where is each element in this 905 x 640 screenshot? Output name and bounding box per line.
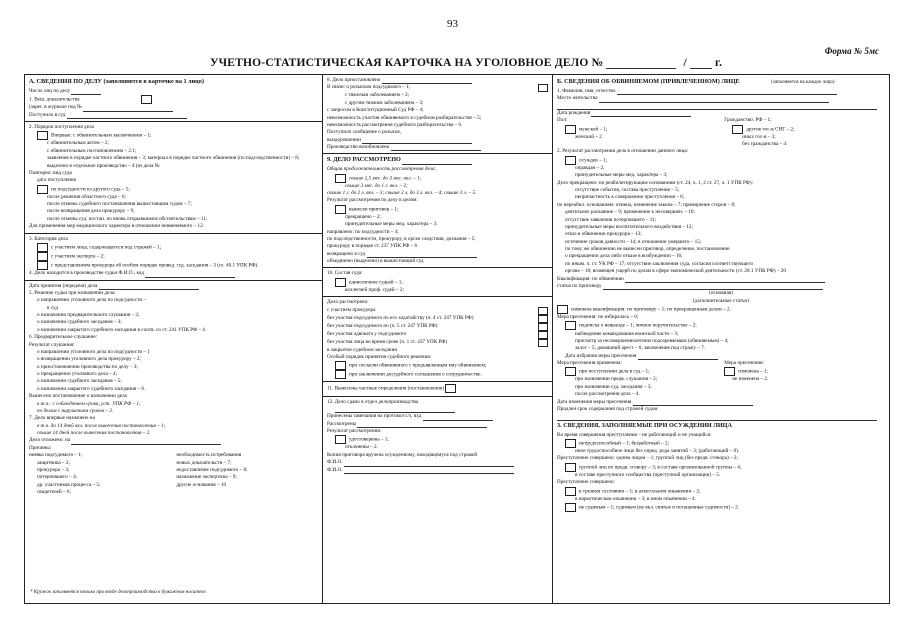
page-number: 93 [447,18,458,30]
repeat-option: после отмены суд. постан. по вновь открывшимся обстоятельствам – 11; [47,215,208,222]
line-text: статья по приговору [557,282,602,289]
case-number-field[interactable] [606,63,676,69]
category-checkbox[interactable] [37,261,48,270]
line-text: без участия подсудимого по (ч. 5 ст. 247 УПК РФ) [327,322,438,329]
outcome-option [557,156,885,165]
article-main-note: (основная) [709,290,733,297]
line-text: выздоровлении [327,136,361,143]
restraint-option: присмотр за несовершеннолетним подозреваемым (обвиняемым) – 4; [575,337,729,344]
merged-line: объединено (выделено) в вышестоящий суд [327,258,424,265]
prelim-option: о назначении закрытого судебного заседания – 6. [37,385,146,392]
reason-item: другие основания – 10 [176,481,227,488]
outcome-option: принудительные меры мед. характера – 3; [575,172,668,179]
category-option [29,261,318,270]
prelim-option: о направлении уголовного дела по подсудности – 1 [37,348,150,355]
crime-group-checkbox[interactable] [565,463,576,472]
outcome-option: деятельное раскаяние – 9; применение к несовершен. – 10; [565,209,695,216]
repeat-option: после возвращения дела прокурору – 9; [47,208,135,215]
change-date-line [557,399,885,406]
review-checkbox[interactable] [335,435,346,444]
order-issued-line: Вынесено постановление о назначении дела [29,393,127,400]
citizenship-option: без гражданства – 4. [742,141,788,148]
line-text: нетрудоспособный – 1; безработный – 2; [579,440,670,447]
line-text: с участием эксперта – 2; [51,253,105,260]
suspend-checkbox[interactable] [538,84,548,92]
repeat-line: Повторно: вид суда [29,169,72,176]
reason-item: необходимость истребования [176,452,242,459]
sex-citizenship-block [557,117,885,148]
applied-checkbox[interactable] [565,367,576,376]
suspend-reason: с запросом в Конституционный Суд РФ – 4; [327,107,424,114]
line-text: не судимым – 1; судимым (не вкл. снятые и погашенные судимости) – 2. [579,504,740,511]
review-option: отклонены – 2. [345,444,378,451]
section-3-heading: 3. СВЕДЕНИЯ, ЗАПОЛНЯЕМЫЕ ПРИ ОСУЖДЕНИИ ЛИЦА [557,421,732,429]
applied-heading: Мера пресечения применена: [557,360,622,367]
term-option: в т.ч.: с соблюдением срока, уст. УПК РФ – 1; [37,400,141,407]
outcome-option: принудительные меры воспитательного воздействия – 12; [565,223,693,230]
composition-option: коллегией проф. судей – 2; [345,286,404,293]
outcome-option: органа – 18; возмещен ущерб по делам в сфере экономической деятельности (ст. 28.1 УПК РФ) – 20 [565,268,786,275]
prelim-heading: 6. Предварительное слушание: [29,334,98,341]
state-option [557,487,885,496]
considered-date-field[interactable] [402,159,472,165]
order-heading: 2. Порядок поступления дела [29,123,94,130]
remarks-line [327,413,548,420]
archive-line [327,399,548,406]
prelim-result-heading: Результат слушания: [29,341,75,348]
line-text: Б. СВЕДЕНИЯ ОБ ОБВИНЯЕМОМ (ПРИВЛЕЧЕННОМ) ЛИЦЕ [557,78,740,85]
outcome-option: о прекращении дела либо отказе в возбуждении – 16; [565,253,683,260]
outcome-option: по нереабил. основаниям: отмена, изменение закона – 7; примирение сторон – 8; [557,201,736,208]
line-text: без участия подсудимого по его ходатайству (ч. 4 ст. 247 УПК РФ) [327,314,474,321]
line-text: с представлением прокурора об особом порядке провед. суд. заседания – 3 (гл. 40.1 УПК РФ). [51,262,259,269]
line-text: 1. Фамилия, имя, отчество [557,87,616,94]
decision-option: в суд [47,304,58,311]
result-option: принудительные меры мед. характера – 3; [345,221,438,228]
considered-option [327,315,548,323]
sex-option [557,125,718,134]
line-text: возвращено в суд [327,250,366,257]
restraint-heading: Мера пресечения: не избиралась – 0; [557,314,639,321]
postponed-line [29,437,318,444]
record-checkbox[interactable] [565,503,576,512]
prelim-option: о возвращении уголовного дела прокурору – 2; [37,356,141,363]
line-text: Квалификация: по обвинению [557,275,624,282]
order-option: заявление в порядке частного обвинения – 3; материал в порядке частного обвинения (по подследственности) – 8; [47,155,300,162]
special-order-option [327,361,548,370]
considered-option [327,339,548,347]
line-text: Дело отложено: на [29,437,71,444]
restraint-option: наблюдение командования воинской части – 3; [575,330,679,337]
repeat-checkbox[interactable] [37,185,48,194]
line-text: Впервые: с обвинительным заключением – 1; [51,133,152,140]
line-text: изменена – 1; [738,369,768,376]
employment-checkbox[interactable] [565,439,576,448]
result-option: по подследственности, прокурору, в орган следствия, дознания – 5; [327,235,476,242]
resumed-date-field[interactable] [391,145,481,151]
line-text: по подсудности из другого суда – 5; [51,186,130,193]
employment-heading: Во время совершения преступления – не работающий и не учащийся: [557,431,712,438]
line-text: Гражданство: [724,117,755,124]
line-text: свыше 1,5 мес. до 3 мес. вкл. – 1; [349,175,422,182]
considered-option [327,307,548,315]
restraint-option [557,321,885,330]
prelim-option: о приостановлении производства по делу – 3; [37,363,138,370]
outcome-checkbox[interactable] [565,156,576,165]
reason-item: свидетелей – 6; [37,489,71,496]
document-title: УЧЕТНО-СТАТИСТИЧЕСКАЯ КАРТОЧКА НА УГОЛОВНОЕ ДЕЛО № / г. [210,57,723,69]
suspended-line [327,77,548,84]
section-9-heading [327,156,548,165]
address-line-2 [557,103,885,110]
employment-option: иное трудоспособное лицо без опред. рода занятий – 3; (работающий – 0). [575,447,740,454]
applied-option: после рассмотрения дела – 4. [575,391,640,398]
considered-checkbox[interactable] [538,331,548,339]
considered-checkbox[interactable] [538,323,548,331]
suspend-reason: с другим тяжким заболеванием – 3; [345,99,424,106]
line-text: В связи: о розыском подсудимого – 1; [327,84,411,91]
reason-item: неявка подсудимого – 1; [29,452,83,459]
duration-option [327,174,548,183]
category-option [29,252,318,261]
outcome-option: отсутствие события, состава преступления – 5; [575,187,680,194]
line-text: при заключении досудебного соглашения о сотрудничестве. [349,372,482,379]
article-line [557,283,885,290]
line-text: при согласии обвиняемого с предъявленным ему обвинением; [349,363,487,370]
citizenship-option: иных гос-в – 3; [742,133,776,140]
reason-item: потерпевшего – 4; [37,474,78,481]
changed-heading: Мера пресечения: [724,360,764,367]
suspend-reason [327,84,548,92]
journal-field[interactable] [83,106,173,112]
line-text: с участием лица, содержащегося под стражей – 1; [51,244,162,251]
line-text: Ф.И.О. [327,459,343,466]
fio-field[interactable] [344,468,514,474]
requalification-checkbox[interactable] [557,305,568,314]
fio-line [327,467,548,474]
name-line [557,88,885,95]
repeat-date-line: дата поступления [37,177,76,184]
section-b-heading [557,78,885,87]
line-text: изменена квалификация: по приговору – 1; по прекращенным делам – 2. [571,306,731,313]
column-accused [553,75,889,603]
outcome-option: отказ в обвинении прокурора – 13; [565,231,642,238]
section-b-note: (заполняется на каждое лицо) [771,80,835,85]
transfer-date-line [29,283,318,290]
state-option: в наркотическом опьянении – 3; в ином опьянении – 4. [575,495,696,502]
reason-item: др. участников процесса – 5; [37,481,101,488]
recovery-line [327,137,548,144]
line-text: вынесен приговор – 1; [349,206,399,213]
category-checkbox[interactable] [37,243,48,252]
first-hearing-option: свыше 14 дней после вынесения постановления – 2. [37,430,151,437]
line-text: 9. ДЕЛО РАССМОТРЕНО [327,156,401,164]
line-text: Дата избрания меры пресечения [565,352,637,359]
outcome-option: Дело прекращено: по реабилитирующим основаниям (ст. 24, ч. 1, 2 ст. 27, ч. 1 УПК РФ): [557,179,754,186]
reasons-list [29,452,318,496]
line-text: Поступило в суд [29,111,66,118]
sex-checkbox[interactable] [565,125,576,134]
outcome-option: по иным. ч. ст. УК РФ – 17; отсутствие заключения суда, согласия соответствующего [565,260,754,267]
extension-fields [557,413,885,420]
duration-heading: Общая продолжительность рассмотрения дела: [327,166,437,173]
extension-line: Продлен срок содержания под стражей судом [557,405,658,412]
line-text: при поступлении дела в суд – 1; [579,369,650,376]
outcome-heading: 2. Результат рассмотрения дела в отношении данного лица: [557,148,689,155]
record-option [557,503,885,512]
column-case-info [25,75,323,603]
considered-checkbox[interactable] [538,315,548,323]
suspend-reason: с тяжелым заболеванием – 2; [345,92,410,99]
result-option: прокурору в порядке ст. 237 УПК РФ – 6 [327,243,418,250]
line-text: осужден – 1; [579,157,608,164]
order-option: с обвинительным актом – 2; [47,140,109,147]
special-order-checkbox[interactable] [335,370,346,379]
line-text: Место жительства [557,95,598,102]
notice-line: Поступило сообщение о розыске, [327,129,402,136]
line-text: в трезвом состоянии – 1; в алкогольном опьянении – 2; [579,488,701,495]
duration-option: свыше 1 г. до 2 л. вкл. – 3; свыше 2 л. до 3 л. вкл. – 4; свыше 3 л. – 5. [327,189,477,196]
considered-option: в закрытом судебном заседании [327,346,398,353]
fio-field[interactable] [344,461,514,467]
title-suffix: г. [715,57,723,69]
returned-line [327,251,548,258]
result-option: направлено: по подсудности – 4; [327,228,399,235]
outcome-option: истечение сроков давности – 14; в отношении умершего – 15; [565,238,702,245]
journal-line [29,104,318,111]
duration-option: свыше 3 мес. до 1 г. вкл. – 2; [345,182,408,189]
qualification-line [557,276,885,283]
employment-option [557,439,885,448]
line-text: Дата принятия (передачи) дела [29,282,98,289]
line-text: единоличное судьей – 1; [349,279,403,286]
private-rulings-checkbox[interactable] [445,384,456,393]
birthdate-line [557,110,885,117]
considered-checkbox[interactable] [538,339,548,347]
restraint-date-line [557,353,885,360]
applied-option: при назначении суд. заседания – 3; [575,383,652,390]
result-option [327,205,548,214]
line-text: Ф.И.О. [327,466,343,473]
category-option [29,243,318,252]
crime-group-option: в составе преступного сообщества (преступной организации) – 5. [575,471,721,478]
review-result-heading: Результат рассмотрения: [327,428,382,435]
term-option: по делам с нарушением сроков – 2. [37,407,114,414]
sex-heading: Пол: [557,117,568,124]
judge-line [29,270,318,277]
reason-item: новых доказательств – 7; [176,459,232,466]
reason-item: защитника – 2; [37,459,70,466]
address-field[interactable] [599,97,829,103]
composition-checkbox[interactable] [335,278,346,287]
duration-checkbox[interactable] [335,174,346,183]
line-text: 1. Вещ. доказательства [29,96,80,103]
changed-checkbox[interactable] [724,367,735,376]
reason-item: прокурора – 3; [37,466,70,473]
line-text: 11. Вынесены частные определения (постановления) [327,386,445,393]
line-text: (зарег. в журнале под № [29,104,83,111]
changed-option [724,367,885,376]
repeat-option [29,185,318,194]
line-text: без участия адвоката у подсудимого [327,330,407,337]
form-number: Форма № 5мс [824,46,879,56]
private-rulings-line [327,384,548,393]
reason-item: недоставление подсудимого – 8; [176,466,248,473]
crime-group-line: Преступление совершено: одним лицом – 1; группой лиц (без предв. сговора) – 2; [557,455,738,462]
line-text: 12. Дело сдано в отдел делопроизводства [327,398,419,405]
considered-checkbox[interactable] [538,307,548,315]
outcome-option: оправдан – 2; [575,164,605,171]
applied-option: при назначении предв. слушания – 2; [575,376,658,383]
special-order-heading: Особый порядок принятия судебного решения: [327,353,432,360]
suspend-reason: невозможность рассмотрения судебного разбирательства – 6. [327,121,463,128]
court-composition-heading: 10. Состав суда: [327,270,363,277]
category-heading: 3. Категория дела [29,235,68,242]
archive-date-line [327,406,548,413]
decision-option: о назначении предварительного слушания – 2; [37,312,140,319]
line-text: Дата изменения меры пресечения [557,398,632,405]
applied-option [557,367,718,376]
sex-option: женский – 2. [575,133,604,140]
restraint-checkbox[interactable] [565,321,576,330]
restraint-applied-block [557,360,885,399]
received-line [29,112,318,119]
footnote: * Кружок заполняется только при вводе делопроизводства в бумажном носителе. [30,590,207,595]
first-hearing-option: в т.ч. до 14 дней вкл. после вынесения постановления – 1; [37,422,166,429]
requalification-line [557,305,885,314]
review-option [327,435,548,444]
citizenship-heading [724,117,885,124]
line-text: с участием прокурора [327,306,376,313]
line-text: Производство возобновлено [327,144,390,150]
line-text: без участия лица во время сроке (ч. 1 ст. 437 УПК РФ) [327,338,448,345]
line-text: 8. Дело приостановлено [327,77,381,83]
considered-option [327,323,548,331]
state-checkbox[interactable] [565,487,576,496]
fio-line [327,459,548,466]
prelim-option: о назначении судебного заседания – 5; [37,378,122,385]
result-option: прекращено – 2; [345,213,381,220]
extension-field[interactable] [557,415,877,421]
evidence-line [29,95,318,104]
reasons-heading: Причины: [29,444,52,451]
considered-option [327,331,548,339]
first-hearing-line: 7. Дело впервые назначено на [29,415,95,422]
suspend-reason: невозможность участия обвиняемого в судебном разбирательстве – 5; [327,114,482,121]
line-text: Дата рождения [557,109,591,116]
line-text: подписка о невыезде – 1; личное поручительство – 2; [579,323,697,330]
case-year-field[interactable] [690,63,712,69]
line-text: Принесены замечания на протокол с/з, вхд [327,413,422,420]
judge-field[interactable] [145,272,235,278]
order-option: с обвинительным постановлением – 2.1; [47,147,137,154]
address-line [557,95,885,102]
state-heading: Преступление совершено: [557,479,616,486]
article-additional-note: (дополнительные статьи) [693,297,749,304]
form-frame [24,74,890,604]
persons-count-line [29,88,318,95]
copy-line: Копия приговора вручена осужденному, находящемуся под стражей [327,451,478,458]
line-text: Число лиц по делу [29,87,71,94]
decision-option: о назначении судебного заседания – 3; [37,319,122,326]
line-text: другие гос-в СНГ – 2; [746,126,795,133]
decision-heading: 5. Решение судьи при назначении дела: [29,289,116,296]
composition-option [327,278,548,287]
result-heading: Результат рассмотрения по делу в целом: [327,197,418,204]
decision-option: о направлении уголовного дела по подсудности – [37,297,147,304]
evidence-checkbox[interactable] [141,95,152,104]
line-text: РФ – 1; [755,117,772,124]
medical-line: Для применения мер медицинского характера в отношении невменяемого – 12. [29,223,205,230]
line-text: Рассмотрены [327,420,357,427]
section-a-heading: А. СВЕДЕНИЯ ПО ДЕЛУ (заполняются в карточке на 1 лицо) [29,78,204,85]
repeat-option: после отмены судебного постановления вышестоящим судом – 7; [47,201,192,208]
line-text: группой лиц по предв. сговору – 3; в составе организованной группы – 4; [579,464,742,471]
line-text: 4. Дело находится в производстве судьи Ф.И.О., код [29,270,144,277]
category-checkbox[interactable] [37,252,48,261]
order-checkbox[interactable] [37,131,48,140]
column-proceedings [323,75,553,603]
remarks-field[interactable] [423,415,493,421]
decision-option: о назначении закрытого судебного заседания в соотв. со ст. 241 УПК РФ – 4. [37,326,207,333]
outcome-option: отсутствие заявления потерпевшего – 11; [565,216,657,223]
title-text: УЧЕТНО-СТАТИСТИЧЕСКАЯ КАРТОЧКА НА УГОЛОВНОЕ ДЕЛО № [210,57,604,69]
outcome-option: по тому же обвинению не вынесен приговор, определение, постановление [565,246,730,253]
order-option [29,131,318,140]
result-checkbox[interactable] [335,205,346,214]
special-order-option [327,370,548,379]
postponed-field[interactable] [71,439,221,445]
considered-heading: Дело рассмотрено: [327,299,369,306]
line-text: удостоверены – 1; [349,437,389,444]
reason-item: назначение экспертизы – 9; [176,474,237,481]
resumed-line [327,144,548,151]
reviewed-line [327,421,548,428]
citizenship-checkbox[interactable] [732,125,743,134]
citizenship-option [724,125,885,134]
special-order-checkbox[interactable] [335,361,346,370]
prelim-option: о прекращении уголовного дела – 4; [37,371,117,378]
crime-group-option [557,463,885,472]
repeat-option: после решения областного суда – 6; [47,193,126,200]
order-option: выделено в отдельное производство – 4 (из дела № [47,162,160,169]
outcome-option: непричастность к совершению преступления – 6; [575,194,685,201]
restraint-option: залог – 5; домашний арест – 6; заключение под стражу – 7. [575,345,706,352]
line-text: мужской – 1; [579,126,608,133]
received-date-field[interactable] [67,113,187,119]
changed-option: не изменена – 2. [732,376,769,383]
